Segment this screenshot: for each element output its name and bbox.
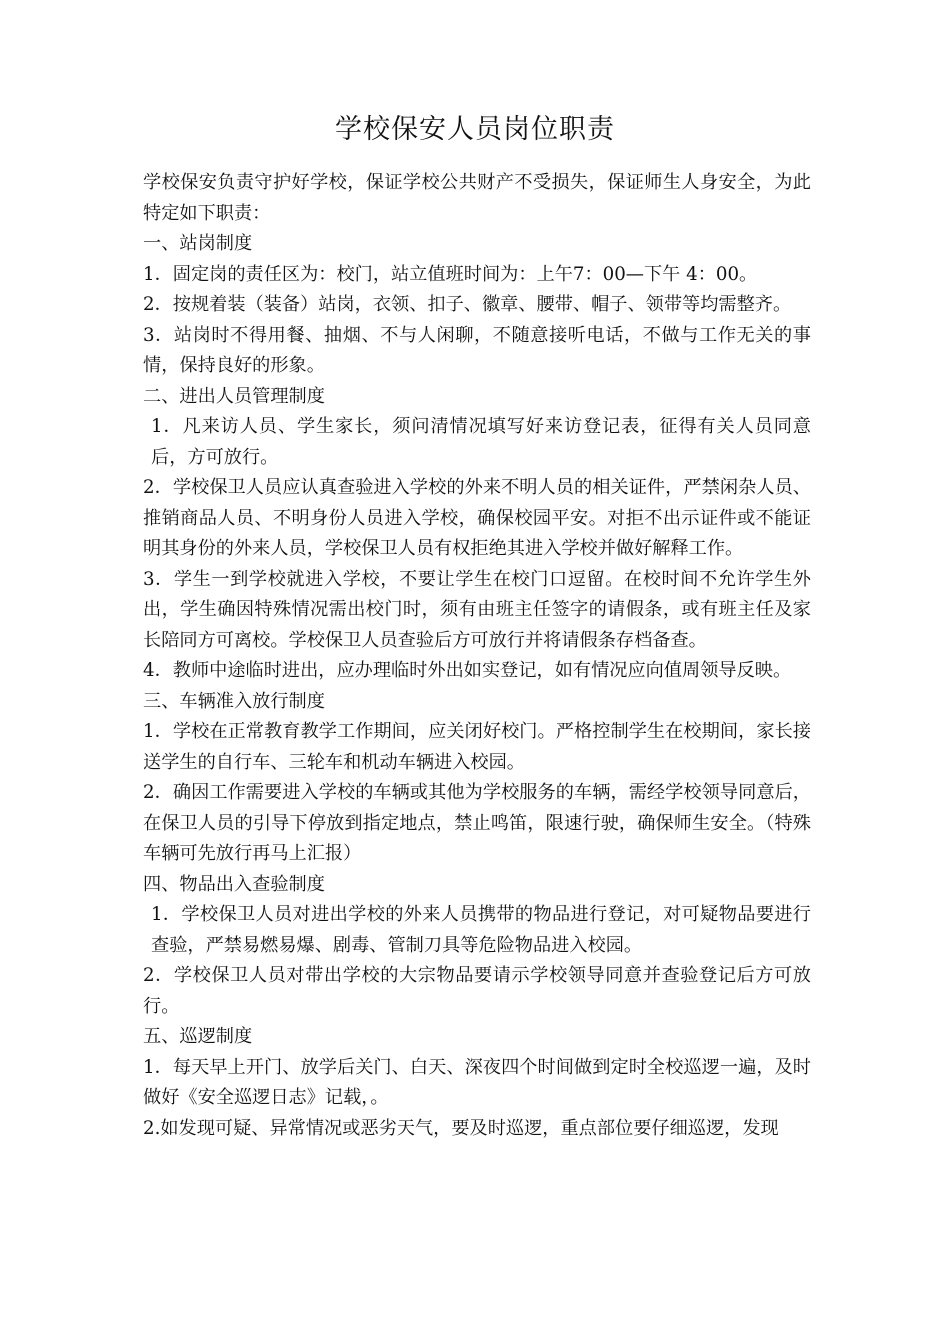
list-item: 2．学校保卫人员应认真查验进入学校的外来不明人员的相关证件，严禁闲杂人员、推销商品人员、不明身份人员进入学校，确保校园平安。对拒不出示证件或不能证明其身份的外来人员，学校保卫人员有权拒绝其进入学校并做好解释工作。	[143, 477, 811, 559]
list-item: 1．学校在正常教育教学工作期间，应关闭好校门。严格控制学生在校期间，家长接送学生的自行车、三轮车和机动车辆进入校园。	[143, 721, 811, 773]
list-item: 2．按规着装（装备）站岗，衣领、扣子、徽章、腰带、帽子、领带等均需整齐。	[143, 294, 792, 315]
list-item: 1．每天早上开门、放学后关门、白天、深夜四个时间做到定时全校巡逻一遍，及时做好《安全巡逻日志》记载，。	[143, 1056, 811, 1108]
list-item: 4．教师中途临时进出，应办理临时外出如实登记，如有情况应向值周领导反映。	[143, 660, 792, 681]
document-body	[143, 168, 811, 1144]
section-heading: 二、进出人员管理制度	[143, 385, 325, 407]
intro-paragraph: 学校保安负责守护好学校，保证学校公共财产不受损失，保证师生人身安全，为此特定如下职责：	[143, 172, 811, 224]
list-item: 1．固定岗的责任区为：校门，站立值班时间为：上午7：00—下午 4：00。	[143, 263, 758, 285]
list-item: 2．学校保卫人员对带出学校的大宗物品要请示学校领导同意并查验登记后方可放行。	[143, 965, 811, 1017]
document-title: 学校保安人员岗位职责	[335, 114, 615, 145]
list-item: 2．确因工作需要进入学校的车辆或其他为学校服务的车辆，需经学校领导同意后，在保卫人员的引导下停放到指定地点，禁止鸣笛，限速行驶，确保师生安全。（特殊车辆可先放行再马上汇报）	[143, 782, 811, 864]
list-item: 1．凡来访人员、学生家长，须问清情况填写好来访登记表，征得有关人员同意后，方可放行。	[151, 416, 811, 468]
list-item: 1．学校保卫人员对进出学校的外来人员携带的物品进行登记，对可疑物品要进行查验，严禁易燃易爆、剧毒、管制刀具等危险物品进入校园。	[151, 904, 811, 956]
list-item: 3．学生一到学校就进入学校，不要让学生在校门口逗留。在校时间不允许学生外出，学生确因特殊情况需出校门时，须有由班主任签字的请假条，或有班主任及家长陪同方可离校。学校保卫人员查验后方可放行并将请假条存档备查。	[143, 568, 811, 651]
section-heading: 五、巡逻制度	[143, 1026, 253, 1047]
section-heading: 三、车辆准入放行制度	[143, 690, 325, 712]
list-item: 2.如发现可疑、异常情况或恶劣天气，要及时巡逻，重点部位要仔细巡逻，发现	[143, 1117, 779, 1139]
section-heading: 一、站岗制度	[143, 233, 253, 254]
list-item: 3．站岗时不得用餐、抽烟、不与人闲聊，不随意接听电话，不做与工作无关的事情，保持良好的形象。	[143, 324, 811, 376]
section-heading: 四、物品出入查验制度	[143, 873, 325, 895]
